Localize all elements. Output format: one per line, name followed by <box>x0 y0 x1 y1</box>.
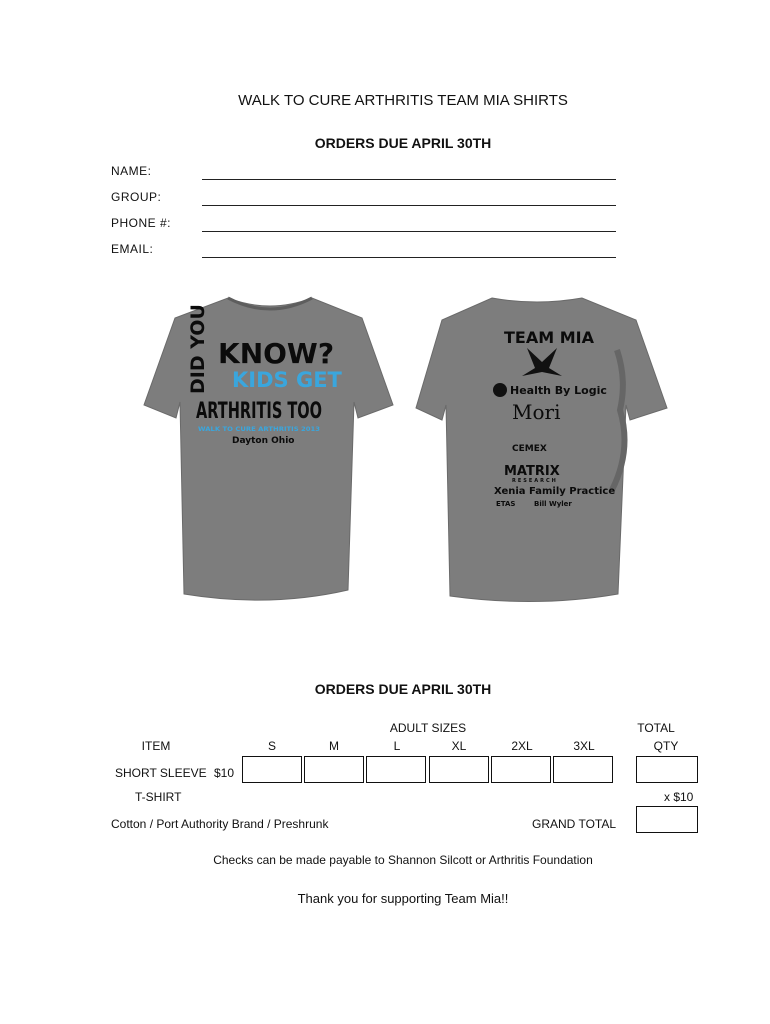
phone-label: PHONE #: <box>111 216 172 230</box>
brand-label: Cotton / Port Authority Brand / Preshrunk <box>111 817 329 831</box>
back-sponsor-mori: Mori <box>512 400 561 424</box>
size-2xl-label: 2XL <box>511 739 533 753</box>
orders-due-heading: ORDERS DUE APRIL 30TH <box>314 135 492 151</box>
front-kids-get-text: KIDS GET <box>232 368 342 392</box>
name-field[interactable] <box>202 179 616 180</box>
grand-total-input[interactable] <box>636 806 698 833</box>
health-logo-icon <box>493 383 507 397</box>
total-qty-input[interactable] <box>636 756 698 783</box>
front-arthritis-too-text: ARTHRITIS TOO <box>196 399 322 424</box>
qty-3xl-input[interactable] <box>553 756 613 783</box>
shirt-back-image <box>412 290 672 620</box>
total-label: TOTAL <box>637 721 675 735</box>
shirt-front-image <box>140 290 400 620</box>
item-label: ITEM <box>141 739 171 753</box>
qty-label: QTY <box>653 739 679 753</box>
size-xl-label: XL <box>451 739 467 753</box>
phone-field[interactable] <box>202 231 616 232</box>
orders-due-heading-2: ORDERS DUE APRIL 30TH <box>314 681 492 697</box>
back-sponsor-etas: ETAS <box>496 500 516 508</box>
checks-note: Checks can be made payable to Shannon Silcott or Arthritis Foundation <box>213 853 593 867</box>
front-dayton-text: Dayton Ohio <box>232 436 295 446</box>
price-label: $10 <box>214 766 235 780</box>
thank-you-note: Thank you for supporting Team Mia!! <box>297 891 509 906</box>
back-sponsor-research: RESEARCH <box>512 478 558 484</box>
qty-2xl-input[interactable] <box>491 756 551 783</box>
front-did-you-text: DID YOU <box>187 304 209 394</box>
back-sponsor-cemex: CEMEX <box>512 444 547 454</box>
size-m-label: M <box>329 739 339 753</box>
size-3xl-label: 3XL <box>573 739 595 753</box>
grand-total-label: GRAND TOTAL <box>532 817 617 831</box>
back-sponsor-health: Health By Logic <box>510 384 607 397</box>
size-s-label: S <box>267 739 276 753</box>
form-title: WALK TO CURE ARTHRITIS TEAM MIA SHIRTS <box>238 92 568 109</box>
group-field[interactable] <box>202 205 616 206</box>
back-sponsor-wyler: Bill Wyler <box>534 500 572 508</box>
adult-sizes-label: ADULT SIZES <box>389 721 467 735</box>
times-price-label: x $10 <box>664 790 694 804</box>
tshirt-label: T-SHIRT <box>135 790 182 804</box>
qty-m-input[interactable] <box>304 756 364 783</box>
name-label: NAME: <box>111 164 152 178</box>
qty-l-input[interactable] <box>366 756 426 783</box>
back-sponsor-matrix: MATRIX <box>504 464 560 479</box>
back-team-text: TEAM MIA <box>504 328 594 347</box>
qty-xl-input[interactable] <box>429 756 489 783</box>
front-know-text: KNOW? <box>218 337 335 370</box>
front-walk-text: WALK TO CURE ARTHRITIS 2013 <box>198 426 320 433</box>
size-l-label: L <box>393 739 401 753</box>
group-label: GROUP: <box>111 190 162 204</box>
short-sleeve-label: SHORT SLEEVE <box>115 766 207 780</box>
email-label: EMAIL: <box>111 242 154 256</box>
email-field[interactable] <box>202 257 616 258</box>
back-sponsor-xenia: Xenia Family Practice <box>494 486 616 497</box>
qty-s-input[interactable] <box>242 756 302 783</box>
